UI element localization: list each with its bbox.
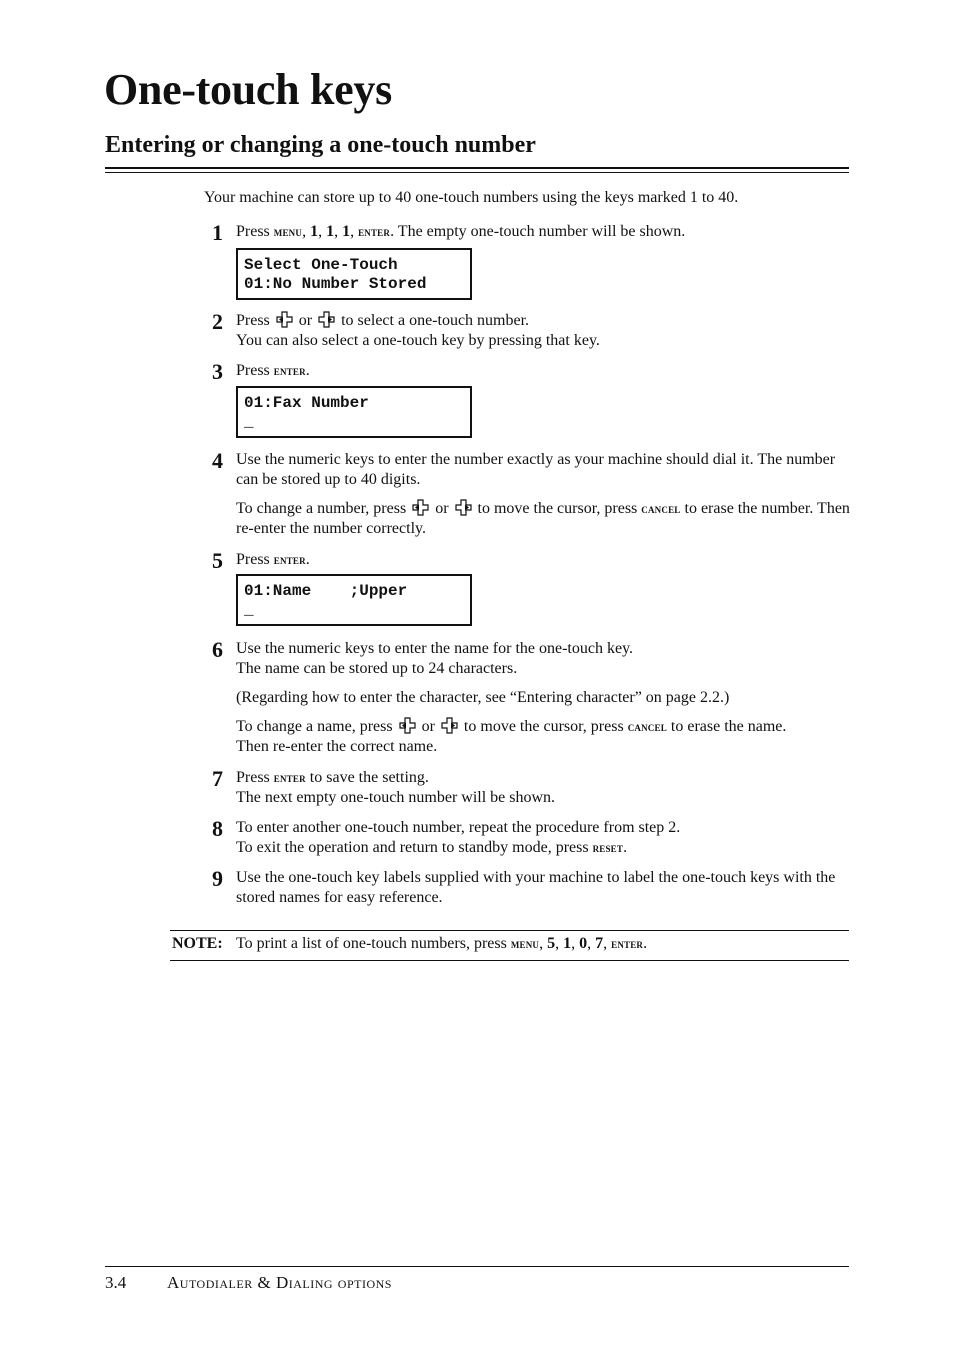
section-heading: Entering or changing a one-touch number <box>105 132 536 158</box>
page-title: One-touch keys <box>104 65 392 114</box>
footer-rule <box>105 1266 849 1267</box>
left-arrow-key-icon <box>276 311 293 328</box>
intro-text: Your machine can store up to 40 one-touch numbers using the keys marked 1 to 40. <box>204 189 739 206</box>
note-rule-bottom <box>170 960 849 961</box>
right-arrow-key-icon <box>318 311 335 328</box>
cancel-key: cancel <box>627 719 667 734</box>
step-number: 1 <box>212 220 223 245</box>
left-arrow-key-icon <box>399 717 416 734</box>
enter-key: enter <box>273 552 306 567</box>
step-text: Press menu, 1, 1, 1, enter. The empty one-touch number will be shown. <box>236 223 686 240</box>
enter-key: enter <box>611 936 644 951</box>
right-arrow-key-icon <box>455 499 472 516</box>
heading-rule-thin <box>105 172 849 173</box>
right-arrow-key-icon <box>441 717 458 734</box>
note-text: To print a list of one-touch numbers, press menu, 5, 1, 0, 7, enter. <box>236 935 648 952</box>
note-rule-top <box>170 930 849 931</box>
lcd-display-3: 01:Name ;Upper _ <box>236 574 472 626</box>
heading-rule <box>105 167 849 169</box>
left-arrow-key-icon <box>412 499 429 516</box>
cancel-key: cancel <box>641 501 681 516</box>
enter-key: enter <box>273 770 306 785</box>
page-number: 3.4 <box>105 1273 127 1292</box>
reset-key: reset <box>592 840 624 855</box>
menu-key: menu <box>273 224 303 239</box>
lcd-display-1: Select One-Touch 01:No Number Stored <box>236 248 472 300</box>
enter-key: enter <box>358 224 391 239</box>
menu-key: menu <box>510 936 540 951</box>
note-label: NOTE: <box>172 935 223 952</box>
footer-section-title: Autodialer & Dialing options <box>167 1273 392 1292</box>
enter-key: enter <box>273 363 306 378</box>
lcd-display-2: 01:Fax Number _ <box>236 386 472 438</box>
